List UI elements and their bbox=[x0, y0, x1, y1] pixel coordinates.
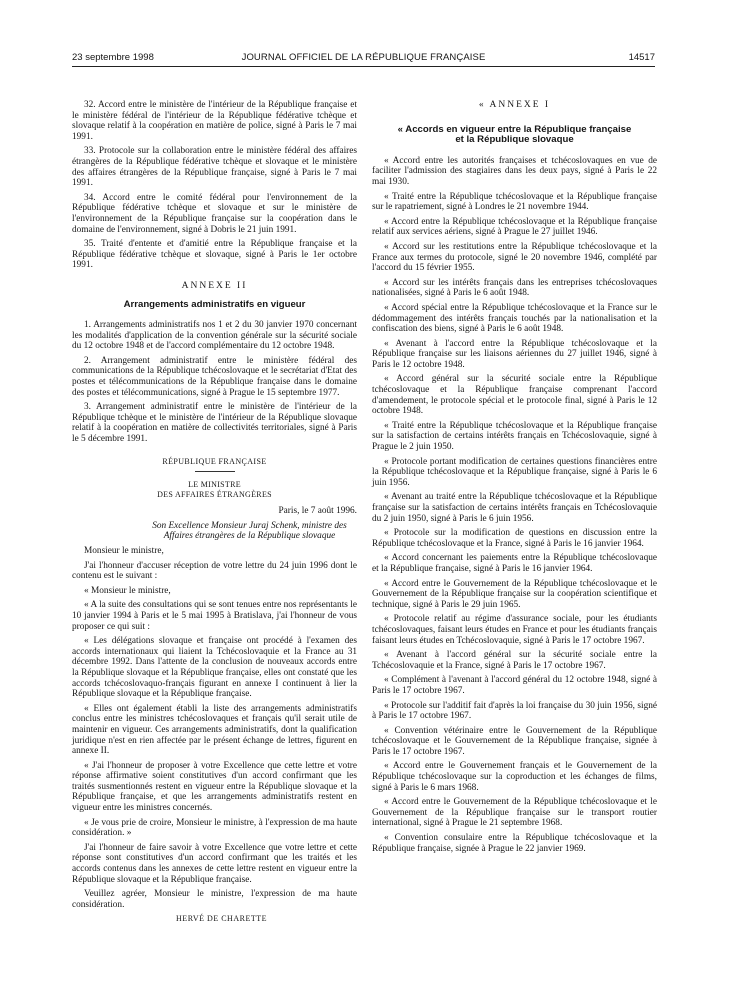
minister-line-1: LE MINISTRE bbox=[188, 480, 241, 490]
letter-paragraph: « Je vous prie de croire, Monsieur le ministre, à l'expression de ma haute considération. » bbox=[72, 817, 357, 839]
page-number: 14517 bbox=[628, 52, 655, 63]
header-date: 23 septembre 1998 bbox=[72, 52, 154, 63]
arrangement-item: 3. Arrangement administratif entre le ministère de l'intérieur de la République tchèque et le ministère de l'intérieur de la République slovaque relatif à la coopération en matière de collectivités territoriales, signé à Paris le 5 décembre 1991. bbox=[72, 402, 357, 445]
accord-item: « Accord entre le Gouvernement de la République tchécoslovaque et le Gouvernement de la République française sur le transport routier international, signé à Prague le 21 septembre 1968. bbox=[372, 797, 657, 829]
signature: HERVÉ DE CHARETTE bbox=[176, 914, 267, 924]
accord-item: « Accord sur les restitutions entre la République tchécoslovaque et la France aux termes du protocole, signé le 20 novembre 1946, complété par l'accord du 15 février 1955. bbox=[372, 241, 657, 274]
accord-item: « Avenant à l'accord entre la République tchécoslovaque et la République française sur les liaisons aériennes du 27 juillet 1946, signé à Paris le 12 octobre 1948. bbox=[372, 338, 657, 370]
treaty-item: 33. Protocole sur la collaboration entre le ministère fédéral des affaires étrangères de la République fédérative tchèque et slovaque et le ministère des affaires étrangères de la République française, signé à Paris le 7 mai 1991. bbox=[72, 146, 357, 189]
accord-item: « Protocole relatif au régime d'assurance sociale, pour les étudiants tchécoslovaques, faisant leurs études en France et pour les étudiants français faisant leurs études en Tchécoslovaquie, signé à Paris le 17 octobre 1967. bbox=[372, 614, 657, 646]
place-date: Paris, le 7 août 1996. bbox=[278, 506, 357, 517]
header-rule bbox=[72, 66, 655, 67]
minister-line-2: DES AFFAIRES ÉTRANGÈRES bbox=[157, 490, 272, 500]
accord-item: « Traité entre la République tchécoslovaque et la République française sur la satisfaction de certains intérêts français en Tchécoslovaquie, signé à Prague le 2 juin 1950. bbox=[372, 420, 657, 453]
journal-title: JOURNAL OFFICIEL DE LA RÉPUBLIQUE FRANÇAISE bbox=[241, 52, 486, 63]
accord-item: « Protocole sur la modification de questions en discussion entre la République tchécoslovaque et la France, signé à Paris le 16 janvier 1964. bbox=[372, 528, 657, 549]
republic-heading: RÉPUBLIQUE FRANÇAISE bbox=[162, 456, 267, 466]
accord-item: « Protocole sur l'additif fait d'après la loi française du 30 juin 1956, signé à Paris le 17 octobre 1967. bbox=[372, 700, 657, 722]
accord-item: « Accord entre les autorités françaises et tchécoslovaques en vue de faciliter l'admission des stagiaires dans les deux pays, signé à Paris le 22 mai 1930. bbox=[372, 155, 657, 187]
annex-ii-label: ANNEXE II bbox=[181, 280, 248, 291]
arrangement-item: 2. Arrangement administratif entre le ministère fédéral des communications de la République tchécoslovaque et le secrétariat d'Etat des postes et télécommunications de la République française dans le domaine des postes et télécommunications, signé à Prague le 15 septembre 1977. bbox=[72, 355, 357, 398]
annex-i-title-line-2: et la République slovaque bbox=[455, 134, 574, 146]
treaty-item: 32. Accord entre le ministère de l'intérieur de la République française et le ministère fédéral de l'intérieur de la République fédérative tchèque et slovaque relatif à la coopération en matière de police, signé à Paris le 7 mai 1991. bbox=[72, 100, 357, 142]
letter-paragraph: « Les délégations slovaque et française ont procédé à l'examen des accords internationaux qui liaient la Tchécoslovaquie et la France au 31 décembre 1992. Dans l'attente de la conclusion de nouveaux accords entre la République slovaque et la République française, elles ont constaté que les accords tchécoslovaquo-français figurant en annexe I continuent à lier la République slovaque et la République française. bbox=[72, 636, 357, 700]
accord-item: « Accord entre le Gouvernement de la République tchécoslovaque et le Gouvernement de la République française sur la coopération scientifique et technique, signé à Paris le 29 juin 1965. bbox=[372, 578, 657, 610]
treaty-item: 34. Accord entre le comité fédéral pour l'environnement de la République fédérative tchèque et slovaque et sur le ministère de l'environnement de la République française sur la coopération dans le domaine de l'environnement, signé à Dobris le 21 juin 1991. bbox=[72, 192, 357, 235]
accord-item: « Protocole portant modification de certaines questions financières entre la République tchécoslovaque et la République française, signé à Paris le 6 juin 1956. bbox=[372, 456, 657, 488]
accord-item: « Convention vétérinaire entre le Gouvernement de la République tchécoslovaque et le Gouvernement de la République française, signée à Paris le 17 octobre 1967. bbox=[372, 725, 657, 757]
annex-i-title-line-1: « Accords en vigueur entre la République française bbox=[397, 123, 632, 135]
accord-item: « Traité entre la République tchécoslovaque et la République française sur le rapatriement, signé à Londres le 21 novembre 1944. bbox=[372, 191, 657, 213]
salutation: Monsieur le ministre, bbox=[84, 546, 164, 556]
accord-item: « Complément à l'avenant à l'accord général du 12 octobre 1948, signé à Paris le 17 octobre 1967. bbox=[372, 675, 657, 696]
short-rule bbox=[195, 471, 235, 472]
left-column bbox=[72, 100, 357, 985]
accord-item: « Convention consulaire entre la République tchécoslovaque et la République française, signée à Prague le 22 janvier 1969. bbox=[372, 833, 657, 854]
annex-i-label: « ANNEXE I bbox=[478, 100, 551, 110]
addressee: Son Excellence Monsieur Juraj Schenk, ministre des Affaires étrangères de la République slovaque bbox=[152, 520, 347, 542]
accord-item: « Accord concernant les paiements entre la République tchécoslovaque et la République française, signé à Paris le 16 janvier 1964. bbox=[372, 553, 657, 574]
right-column bbox=[372, 100, 657, 985]
letter-paragraph: Veuillez agréer, Monsieur le ministre, l'expression de ma haute considération. bbox=[72, 889, 357, 910]
letter-paragraph: J'ai l'honneur d'accuser réception de votre lettre du 24 juin 1996 dont le contenu est le suivant : bbox=[72, 560, 357, 582]
annex-ii-title: Arrangements administratifs en vigueur bbox=[123, 298, 306, 310]
arrangement-item: 1. Arrangements administratifs nos 1 et 2 du 30 janvier 1970 concernant les modalités d'application de la convention générale sur la sécurité sociale du 12 octobre 1948 et de l'accord complémentaire du 12 octobre 1948. bbox=[72, 320, 357, 352]
accord-item: « Avenant à l'accord général sur la sécurité sociale entre la Tchécoslovaquie et la France, signé à Paris le 17 octobre 1967. bbox=[372, 650, 657, 671]
letter-paragraph: « Monsieur le ministre, bbox=[84, 585, 171, 596]
letter-paragraph: « A la suite des consultations qui se sont tenues entre nos représentants le 10 janvier 1994 à Paris et le 5 mai 1995 à Bratislava, j'ai l'honneur de vous proposer ce qui suit : bbox=[72, 600, 357, 632]
letter-paragraph: « J'ai l'honneur de proposer à votre Excellence que cette lettre et votre réponse affirmative soient constitutives d'un accord confirmant que les traités susmentionnés restent en vigueur entre la République slovaque et la République française, et que les arrangements administratifs restent en vigueur entre les ministres concernés. bbox=[72, 760, 357, 814]
accord-item: « Accord spécial entre la République tchécoslovaque et la France sur le dédommagement des intérêts français touchés par la nationalisation et la confiscation des biens, signé à Paris le 6 août 1948. bbox=[372, 302, 657, 335]
page-header bbox=[72, 52, 655, 66]
accord-item: « Accord sur les intérêts français dans les entreprises tchécoslovaques nationalisées, signé à Paris le 6 août 1948. bbox=[372, 277, 657, 299]
accord-item: « Accord général sur la sécurité sociale entre la République tchécoslovaque et la République française comprenant l'accord d'amendement, le protocole spécial et le protocole final, signé à Paris le 12 octobre 1948. bbox=[372, 374, 657, 417]
accord-item: « Accord entre la République tchécoslovaque et la République française relatif aux services aériens, signé à Prague le 27 juillet 1946. bbox=[372, 216, 657, 238]
treaty-item: 35. Traité d'entente et d'amitié entre la République française et la République fédérative tchèque et slovaque, signé à Paris le 1er octobre 1991. bbox=[72, 239, 357, 271]
letter-paragraph: J'ai l'honneur de faire savoir à votre Excellence que votre lettre et cette réponse sont constitutives d'un accord confirmant que les traités et les accords contenus dans les annexes de cette lettre restent en vigueur entre la République slovaque et la République française. bbox=[72, 842, 357, 885]
annex-i-title bbox=[372, 125, 657, 146]
accord-item: « Avenant au traité entre la République tchécoslovaque et la République française sur la satisfaction de certains intérêts français en Tchécoslovaquie du 2 juin 1950, signé à Paris le 6 juin 1956. bbox=[372, 492, 657, 524]
accord-item: « Accord entre le Gouvernement français et le Gouvernement de la République tchécoslovaque sur la coproduction et les échanges de films, signé à Paris le 6 mars 1968. bbox=[372, 761, 657, 793]
letter-paragraph: « Elles ont également établi la liste des arrangements administratifs conclus entre les ministres tchécoslovaques et français qu'il serait utile de maintenir en vigueur. Ces arrangements administratifs, dont la qualification juridique n'est en rien affectée par le présent échange de lettres, figurent en annexe II. bbox=[72, 703, 357, 757]
